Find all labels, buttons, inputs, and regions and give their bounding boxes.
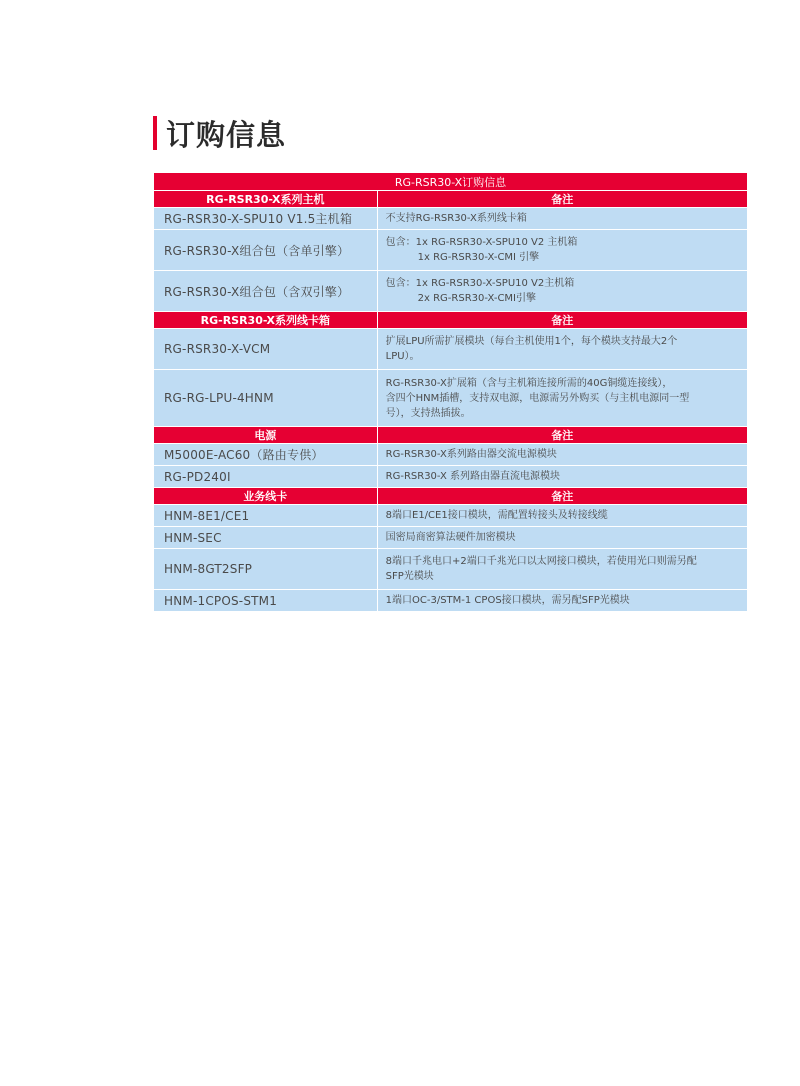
model-cell: RG-RSR30-X-SPU10 V1.5主机箱 — [154, 208, 378, 230]
page-title: 订购信息 — [166, 117, 287, 152]
table-row — [154, 444, 748, 466]
note-cell — [377, 208, 747, 230]
table-row — [154, 370, 748, 427]
note-cell — [377, 590, 747, 612]
section-header-row — [154, 312, 748, 329]
note-line: RG-RSR30-X扩展箱（含与主机箱连接所需的40G铜缆连接线）， — [385, 377, 673, 389]
table-row — [154, 230, 748, 271]
note-line: 8端口千兆电口+2端口千兆光口以太网接口模块，若使用光口则需另配 — [385, 556, 697, 567]
table-row — [154, 329, 748, 370]
note-line: 包含：1x RG-RSR30-X-SPU10 V2 主机箱 — [385, 237, 578, 248]
table-title: RG-RSR30-X订购信息 — [154, 173, 748, 191]
model-cell: HNM-1CPOS-STM1 — [154, 590, 378, 612]
note-line: RG-RSR30-X 系列路由器直流电源模块 — [385, 471, 561, 482]
note-cell — [377, 444, 747, 466]
note-cell — [377, 370, 747, 427]
note-line: 1x RG-RSR30-X-CMI 引擎 — [417, 252, 540, 263]
note-column-header: 备注 — [377, 427, 747, 444]
note-line: 8端口E1/CE1接口模块，需配置转接头及转接线缆 — [385, 510, 608, 521]
section-header-row — [154, 427, 748, 444]
table-row — [154, 466, 748, 488]
table-row — [154, 208, 748, 230]
note-line: RG-RSR30-X系列路由器交流电源模块 — [385, 449, 557, 460]
note-line: 扩展LPU所需扩展模块（每台主机使用1个，每个模块支持最大2个 — [385, 336, 678, 347]
note-line: 含四个HNM插槽，支持双电源，电源需另外购买（与主机电源同一型 — [385, 392, 690, 404]
note-column-header: 备注 — [377, 488, 747, 505]
table-row — [154, 590, 748, 612]
note-cell — [377, 549, 747, 590]
model-cell: RG-RG-LPU-4HNM — [154, 370, 378, 427]
note-cell — [377, 527, 747, 549]
note-cell — [377, 271, 747, 312]
model-cell: HNM-8GT2SFP — [154, 549, 378, 590]
note-line: 号），支持热插拔。 — [385, 407, 471, 419]
note-column-header: 备注 — [377, 191, 747, 208]
table-row — [154, 271, 748, 312]
note-line: 2x RG-RSR30-X-CMI引擎 — [417, 293, 537, 304]
section-name: RG-RSR30-X系列线卡箱 — [154, 312, 378, 329]
note-cell — [377, 329, 747, 370]
table-row — [154, 527, 748, 549]
section-header-row — [154, 488, 748, 505]
table-row — [154, 549, 748, 590]
note-cell — [377, 466, 747, 488]
ordering-info-table — [153, 172, 748, 612]
note-line: SFP光模块 — [385, 571, 434, 582]
note-line: 1端口OC-3/STM-1 CPOS接口模块，需另配SFP光模块 — [385, 595, 630, 606]
section-name: 电源 — [154, 427, 378, 444]
section-name: 业务线卡 — [154, 488, 378, 505]
note-line: 不支持RG-RSR30-X系列线卡箱 — [385, 213, 527, 224]
model-cell: M5000E-AC60（路由专供） — [154, 444, 378, 466]
model-cell: RG-RSR30-X组合包（含单引擎） — [154, 230, 378, 271]
section-heading — [153, 113, 286, 153]
note-line: LPU）。 — [385, 351, 420, 362]
model-cell: HNM-SEC — [154, 527, 378, 549]
model-cell: RG-RSR30-X组合包（含双引擎） — [154, 271, 378, 312]
heading-accent-bar — [153, 116, 157, 150]
note-cell — [377, 230, 747, 271]
note-cell — [377, 505, 747, 527]
table-row — [154, 505, 748, 527]
section-header-row — [154, 191, 748, 208]
model-cell: RG-PD240I — [154, 466, 378, 488]
table-title-row — [154, 173, 748, 191]
note-column-header: 备注 — [377, 312, 747, 329]
model-cell: HNM-8E1/CE1 — [154, 505, 378, 527]
section-name: RG-RSR30-X系列主机 — [154, 191, 378, 208]
note-line: 包含：1x RG-RSR30-X-SPU10 V2主机箱 — [385, 278, 575, 289]
note-line: 国密局商密算法硬件加密模块 — [385, 532, 516, 543]
model-cell: RG-RSR30-X-VCM — [154, 329, 378, 370]
